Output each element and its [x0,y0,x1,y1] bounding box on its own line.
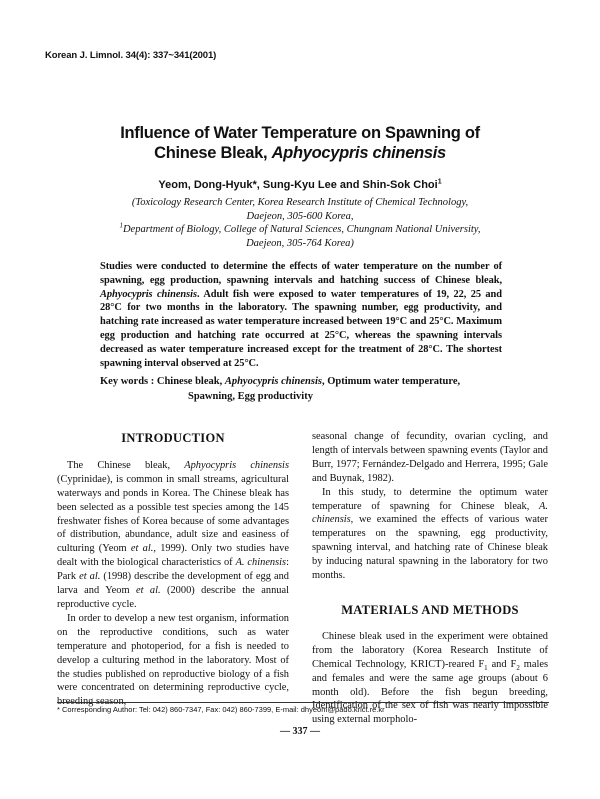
journal-citation: Korean J. Limnol. 34(4): 337~341(2001) [45,50,217,61]
abstract-part-1: Studies were conducted to determine the effects of water temperature on the number of spawning, egg production, spawning intervals and hatching success of Chinese bleak, [100,261,502,286]
intro-p1-f: (2000) describe the annual reproductive cycle. [57,585,289,610]
methods-p1-b: and F [487,658,517,670]
author-list [60,179,540,191]
corresponding-author-footnote: * Corresponding Author: Tel: 042) 860-7347, Fax: 042) 860-7399, E-mail: dhyeom@pado.krict.re.kr [57,705,385,714]
author-affil-mark: 1 [437,178,442,186]
affiliation-2-mark: 1 [119,221,123,230]
paper-title [60,123,540,163]
affiliation-1-line-1: (Toxicology Research Center, Korea Research Institute of Chemical Technology, [131,197,469,208]
methods-heading: MATERIALS AND METHODS [341,602,519,617]
page-number: — 337 — [280,726,320,737]
keywords-species: Aphyocypris chinensis [224,376,322,387]
affiliation-2-text: Department of Biology, College of Natural Sciences, Chungnam National University, [122,224,481,235]
methods-p1-c: males and females and were the same age groups (about 6 month old). Before the fish begun breeding, Identification of the sex of fish was nearly impossible using external morpholo- [312,658,548,726]
keywords-b: , Optimum water temperature, [321,376,461,387]
intro-p1-etal: et al. [130,543,154,555]
intro-p1-b: (Cyprinidae), is common in small streams, agricultural waterways and ponds in Korea. The Chinese bleak has been selected as a possible test species among the 145 freshwater fishes of Korea because of some advantages of distribution, abundance, adult size and easiness of culturing (Yeom [57,473,289,555]
intro-p3-b: , we examined the effects of various water temperatures on the spawning, egg productivity, spawning interval, and hatching rate of Chinese bleak by inducing natural spawning in the laboratory for two months. [312,514,548,582]
intro-paragraph-continued: seasonal change of fecundity, ovarian cycling, and length of intervals between spawning events (Taylor and Burr, 1977; Fernández-Delgado and Herrera, 1995; Gale and Buynak, 1982). [312,431,548,484]
title-species: Aphyocypris chinensis [271,144,446,162]
intro-p1-species: Aphyocypris chinensis [184,459,289,471]
methods-p1-sub-1: 1 [484,663,488,672]
abstract-species: Aphyocypris chinensis [100,288,197,300]
intro-paragraph-1 [57,459,289,612]
keywords [100,375,502,404]
author-names: Yeom, Dong-Hyuk*, Sung-Kyu Lee and Shin-Sok Choi [158,179,438,191]
methods-p1-a: Chinese bleak used in the experiment were obtained from the laboratory (Korea Research Institute of Chemical Technology, KRICT)-reared F [312,630,548,670]
affiliation-2-line-1 [100,223,500,237]
title-line-2 [60,143,540,163]
intro-p3-a: In this study, to determine the optimum water temperature of spawning for Chinese bleak, [312,486,548,512]
abstract-part-2: . Adult fish were exposed to water temperatures of 19, 22, 25 and 28°C for two months in the laboratory. The spawning number, egg productivity, and hatching rate increased as water temperature increased between 19°C and 25°C. Maximum egg production and hatching rate occurred at 25°C, whereas the spawning intervals decreased as water temperature increased except for the treatment of 28°C. The shortest spawning interval observed at 25°C. [100,288,502,369]
left-column [57,430,289,709]
intro-p1-a: The Chinese bleak, [67,459,185,471]
affiliation-2-line-2: Daejeon, 305-764 Korea) [246,237,354,249]
affiliations [100,196,500,250]
intro-p1-d: : Park [57,557,289,583]
intro-p1-etal-3: et al. [136,585,161,597]
introduction-heading: INTRODUCTION [121,431,225,445]
affiliation-1-line-2: Daejeon, 305-600 Korea, [246,210,354,222]
intro-p1-etal-2: et al. [79,571,101,583]
intro-p1-species-2: A. chinensis [235,557,287,569]
title-line-2-text: Chinese Bleak, [154,144,272,162]
title-line-1: Influence of Water Temperature on Spawning of [120,124,480,142]
keywords-a: Chinese bleak, [156,376,225,387]
intro-p1-c: , 1999). Only two studies have dealt with the biological characteristics of [57,543,289,569]
abstract [100,260,502,370]
keywords-c: Spawning, Egg productivity [188,390,313,402]
intro-p1-e: (1998) describe the development of egg and larva and Yeom [57,571,289,597]
right-column [312,430,548,727]
methods-p1-sub-2: 2 [516,663,520,672]
footnote-divider [57,702,549,703]
intro-p3-species: A. chinensis [312,500,548,526]
keywords-label: Key words : [100,376,157,387]
intro-paragraph-3 [312,486,548,583]
intro-paragraph-2: In order to develop a new test organism, information on the reproductive conditions, such as water temperature and photoperiod, for a fish is needed to develop a culturing method in the laboratory. Most of the studies published on reproductive biology of a fish were concentrated on determining reproductive cycle, breeding season, [57,612,289,708]
